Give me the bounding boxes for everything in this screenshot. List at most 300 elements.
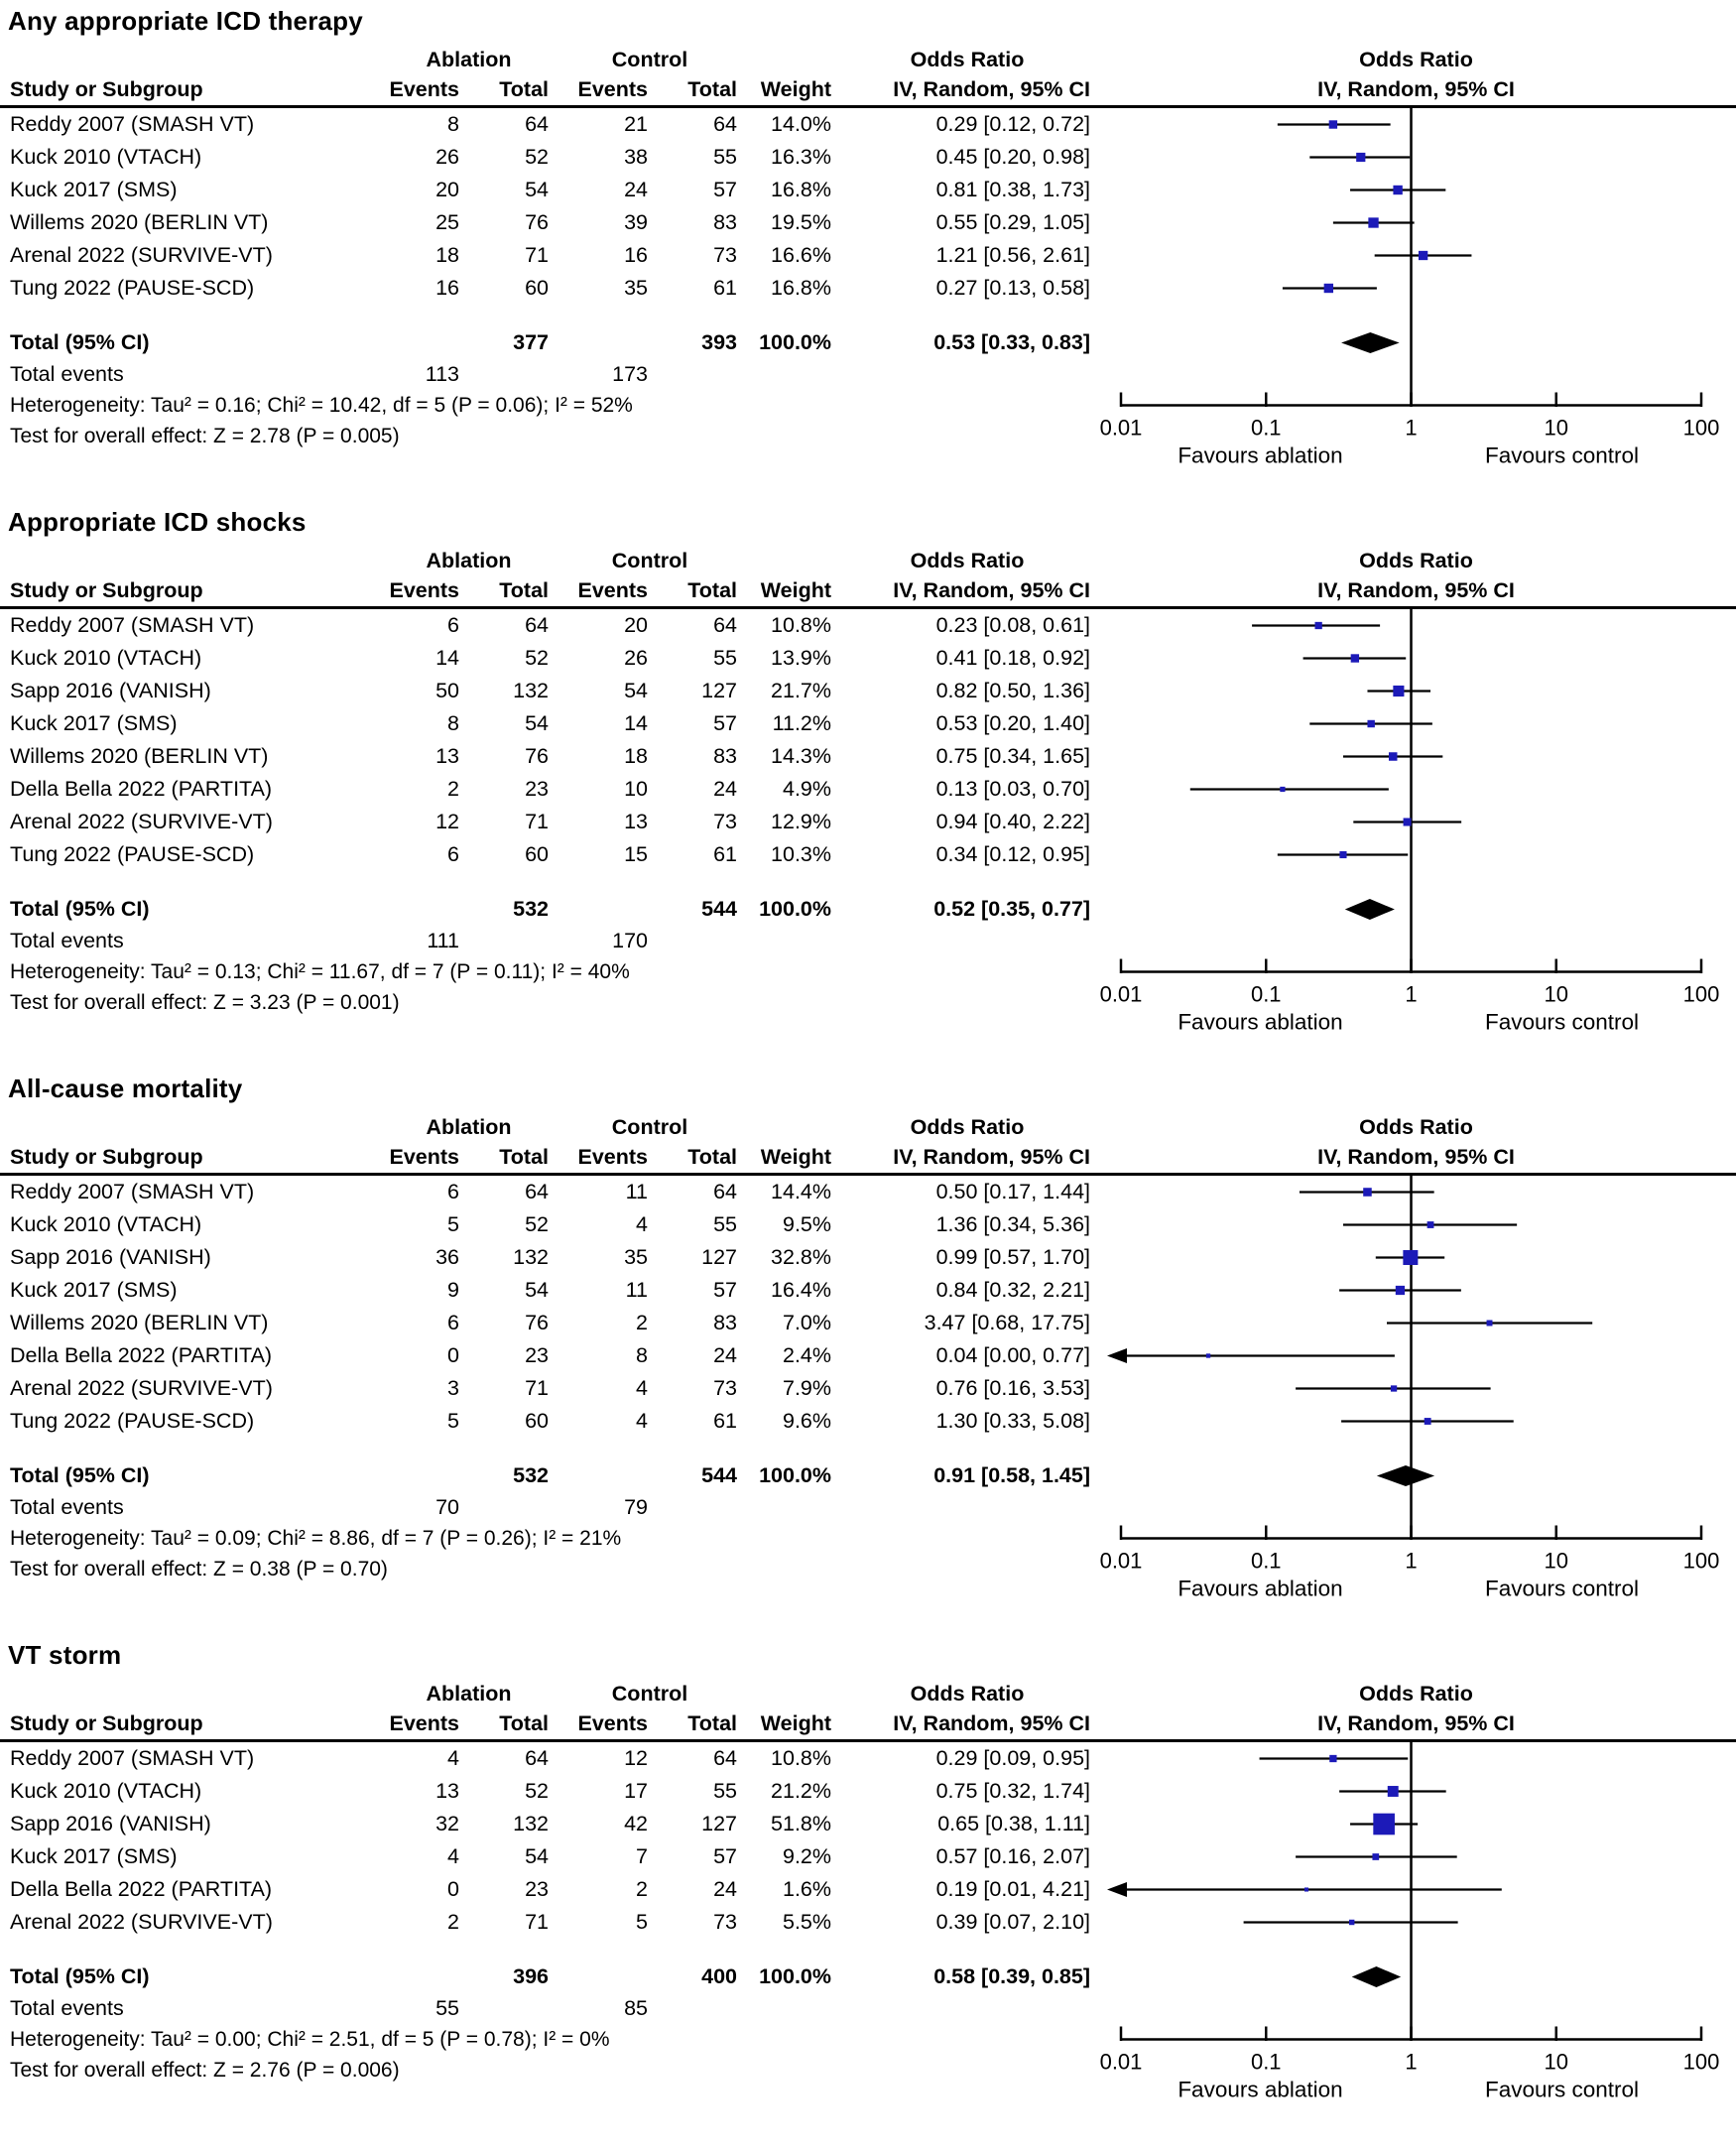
control-total: 57 — [713, 178, 737, 201]
ablation-events: 3 — [447, 1376, 459, 1400]
study-row — [0, 272, 1736, 305]
control-total: 24 — [713, 1877, 737, 1901]
axis-tick-label: 100 — [1682, 2049, 1720, 2075]
or-ci-text: 1.30 [0.33, 5.08] — [935, 1409, 1090, 1433]
study-row — [0, 707, 1736, 740]
total-label: Total (95% CI) — [10, 330, 150, 354]
total-events-control: 170 — [612, 929, 648, 952]
ablation-events: 5 — [447, 1409, 459, 1433]
overall-effect-row — [0, 1554, 1736, 1584]
weight-value: 12.9% — [771, 810, 831, 833]
study-row — [0, 1405, 1736, 1438]
control-total: 24 — [713, 777, 737, 801]
control-events: 15 — [624, 842, 648, 866]
study-name: Kuck 2017 (SMS) — [10, 711, 178, 735]
total-events-ablation: 113 — [425, 362, 459, 386]
study-name: Arenal 2022 (SURVIVE-VT) — [10, 1910, 273, 1934]
control-events: 7 — [636, 1844, 648, 1868]
study-row — [0, 675, 1736, 707]
col-header-or-ci: IV, Random, 95% CI — [893, 77, 1090, 101]
study-row — [0, 141, 1736, 174]
study-row — [0, 838, 1736, 871]
ablation-total: 132 — [513, 1812, 549, 1835]
gap-row — [0, 305, 1736, 326]
panel-body — [0, 45, 1736, 468]
ablation-total: 76 — [525, 1311, 549, 1334]
control-total: 55 — [713, 1212, 737, 1236]
weight-value: 14.3% — [771, 744, 831, 768]
total-events-label: Total events — [10, 1495, 124, 1519]
ablation-total: 76 — [525, 210, 549, 234]
panel-title: Appropriate ICD shocks — [8, 507, 307, 537]
weight-value: 19.5% — [771, 210, 831, 234]
total-events-row — [0, 359, 1736, 390]
study-name: Tung 2022 (PAUSE-SCD) — [10, 842, 255, 866]
col-header-study: Study or Subgroup — [10, 77, 203, 101]
total-weight: 100.0% — [759, 897, 831, 921]
col-header-ablation-total: Total — [499, 578, 549, 602]
heterogeneity-row — [0, 956, 1736, 987]
study-name: Willems 2020 (BERLIN VT) — [10, 210, 269, 234]
study-name: Della Bella 2022 (PARTITA) — [10, 1877, 273, 1901]
panel-title: Any appropriate ICD therapy — [8, 6, 363, 36]
total-events-label: Total events — [10, 929, 124, 952]
or-ci-text: 0.19 [0.01, 4.21] — [935, 1877, 1090, 1901]
study-row — [0, 609, 1736, 642]
study-name: Willems 2020 (BERLIN VT) — [10, 1311, 269, 1334]
study-name: Arenal 2022 (SURVIVE-VT) — [10, 1376, 273, 1400]
heterogeneity-text: Heterogeneity: Tau² = 0.16; Chi² = 10.42, df = 5 (P = 0.06); I² = 52% — [10, 393, 633, 417]
control-events: 4 — [636, 1212, 648, 1236]
total-events-label: Total events — [10, 362, 124, 386]
total-or-ci-text: 0.52 [0.35, 0.77] — [933, 897, 1090, 921]
total-label: Total (95% CI) — [10, 1463, 150, 1487]
control-total: 57 — [713, 711, 737, 735]
col-header-ablation-events: Events — [389, 77, 459, 101]
col-header-control-events: Events — [577, 578, 648, 602]
study-name: Reddy 2007 (SMASH VT) — [10, 112, 255, 136]
or-ci-text: 0.81 [0.38, 1.73] — [935, 178, 1090, 201]
ablation-events: 12 — [435, 810, 459, 833]
axis-tick-label: 10 — [1544, 415, 1568, 441]
col-header-study: Study or Subgroup — [10, 1711, 203, 1735]
study-row — [0, 1906, 1736, 1939]
control-total-sum: 544 — [701, 897, 737, 921]
total-events-label: Total events — [10, 1996, 124, 2020]
study-name: Della Bella 2022 (PARTITA) — [10, 1343, 273, 1367]
axis-tick-label: 10 — [1544, 1548, 1568, 1574]
control-total: 127 — [701, 1812, 737, 1835]
overall-effect-text: Test for overall effect: Z = 3.23 (P = 0.001) — [10, 990, 400, 1014]
weight-value: 9.6% — [782, 1409, 831, 1433]
study-row — [0, 773, 1736, 806]
control-total: 83 — [713, 210, 737, 234]
or-ci-text: 0.13 [0.03, 0.70] — [935, 777, 1090, 801]
ablation-total: 52 — [525, 1779, 549, 1803]
plot-odds-ratio-header: Odds Ratio — [1359, 548, 1473, 572]
plot-odds-ratio-header: Odds Ratio — [1359, 47, 1473, 71]
control-total: 61 — [713, 276, 737, 300]
axis-tick-label: 0.01 — [1099, 2049, 1143, 2075]
study-name: Sapp 2016 (VANISH) — [10, 1245, 211, 1269]
control-total: 73 — [713, 243, 737, 267]
ablation-events: 4 — [447, 1746, 459, 1770]
axis-tick-label: 100 — [1682, 981, 1720, 1007]
weight-value: 14.0% — [771, 112, 831, 136]
control-total: 61 — [713, 842, 737, 866]
control-events: 13 — [624, 810, 648, 833]
total-events-ablation: 70 — [435, 1495, 459, 1519]
study-row — [0, 1775, 1736, 1808]
forest-panel — [0, 1640, 1736, 2102]
study-row — [0, 1241, 1736, 1274]
ablation-total: 54 — [525, 1278, 549, 1302]
weight-value: 10.3% — [771, 842, 831, 866]
control-events: 35 — [624, 1245, 648, 1269]
study-row — [0, 642, 1736, 675]
or-ci-text: 0.82 [0.50, 1.36] — [935, 679, 1090, 702]
ablation-total: 71 — [525, 1910, 549, 1934]
or-ci-text: 0.53 [0.20, 1.40] — [935, 711, 1090, 735]
panel-title: VT storm — [8, 1640, 122, 1670]
col-header-control-total: Total — [687, 1145, 737, 1169]
control-total: 24 — [713, 1343, 737, 1367]
control-total: 64 — [713, 1180, 737, 1203]
study-name: Sapp 2016 (VANISH) — [10, 679, 211, 702]
control-total: 83 — [713, 744, 737, 768]
study-row — [0, 206, 1736, 239]
control-events: 2 — [636, 1877, 648, 1901]
control-total: 73 — [713, 810, 737, 833]
axis-tick-label: 10 — [1544, 981, 1568, 1007]
col-header-control-events: Events — [577, 77, 648, 101]
favours-ablation-label: Favours ablation — [1178, 2077, 1343, 2102]
forest-panel — [0, 507, 1736, 1035]
control-events: 8 — [636, 1343, 648, 1367]
favours-ablation-label: Favours ablation — [1178, 443, 1343, 468]
weight-value: 4.9% — [782, 777, 831, 801]
control-events: 11 — [625, 1278, 648, 1302]
or-ci-text: 0.29 [0.09, 0.95] — [935, 1746, 1090, 1770]
control-events: 39 — [624, 210, 648, 234]
col-header-ablation-events: Events — [389, 1711, 459, 1735]
axis-tick-label: 0.01 — [1099, 415, 1143, 441]
study-row — [0, 740, 1736, 773]
study-row — [0, 1307, 1736, 1339]
or-ci-text: 3.47 [0.68, 17.75] — [924, 1311, 1090, 1334]
weight-value: 32.8% — [771, 1245, 831, 1269]
ablation-total: 23 — [525, 777, 549, 801]
plot-odds-ratio-header: Odds Ratio — [1359, 1681, 1473, 1706]
or-ci-text: 0.04 [0.00, 0.77] — [935, 1343, 1090, 1367]
weight-value: 11.2% — [772, 711, 831, 735]
or-ci-text: 0.76 [0.16, 3.53] — [935, 1376, 1090, 1400]
col-header-ablation-events: Events — [389, 578, 459, 602]
control-total: 64 — [713, 613, 737, 637]
control-events: 14 — [624, 711, 648, 735]
total-or-ci-text: 0.53 [0.33, 0.83] — [933, 330, 1090, 354]
control-events: 10 — [624, 777, 648, 801]
ablation-total: 52 — [525, 646, 549, 670]
weight-value: 21.7% — [771, 679, 831, 702]
weight-value: 10.8% — [771, 613, 831, 637]
control-events: 24 — [624, 178, 648, 201]
control-total: 73 — [713, 1376, 737, 1400]
control-total-sum: 393 — [701, 330, 737, 354]
ablation-events: 16 — [435, 276, 459, 300]
column-group-header-row — [0, 1679, 1736, 1708]
study-name: Kuck 2017 (SMS) — [10, 1278, 178, 1302]
group-header-control: Control — [611, 548, 688, 572]
ablation-events: 8 — [447, 711, 459, 735]
ablation-events: 6 — [447, 613, 459, 637]
study-name: Tung 2022 (PAUSE-SCD) — [10, 276, 255, 300]
axis-tick-label: 0.1 — [1250, 2049, 1282, 2075]
control-events: 16 — [624, 243, 648, 267]
col-header-or-ci: IV, Random, 95% CI — [893, 1145, 1090, 1169]
total-events-row — [0, 926, 1736, 956]
col-header-weight: Weight — [760, 1145, 831, 1169]
ablation-events: 9 — [447, 1278, 459, 1302]
control-total: 55 — [713, 646, 737, 670]
axis-tick-label: 1 — [1405, 981, 1418, 1007]
ablation-events: 0 — [447, 1343, 459, 1367]
study-row — [0, 1840, 1736, 1873]
ablation-total: 60 — [525, 1409, 549, 1433]
ablation-total: 132 — [513, 679, 549, 702]
ablation-total: 64 — [525, 1180, 549, 1203]
control-total: 64 — [713, 112, 737, 136]
heterogeneity-row — [0, 390, 1736, 421]
column-header-row — [0, 1708, 1736, 1742]
study-name: Arenal 2022 (SURVIVE-VT) — [10, 810, 273, 833]
or-ci-text: 0.39 [0.07, 2.10] — [935, 1910, 1090, 1934]
or-ci-text: 0.65 [0.38, 1.11] — [937, 1812, 1090, 1835]
col-header-or-ci: IV, Random, 95% CI — [893, 1711, 1090, 1735]
study-name: Reddy 2007 (SMASH VT) — [10, 613, 255, 637]
axis-tick-label: 0.01 — [1099, 981, 1143, 1007]
group-header-ablation: Ablation — [426, 1114, 512, 1139]
group-header-ablation: Ablation — [426, 1681, 512, 1706]
weight-value: 16.8% — [771, 178, 831, 201]
study-row — [0, 1742, 1736, 1775]
odds-ratio-header: Odds Ratio — [910, 1681, 1025, 1706]
axis-tick-label: 0.01 — [1099, 1548, 1143, 1574]
heterogeneity-text: Heterogeneity: Tau² = 0.09; Chi² = 8.86, df = 7 (P = 0.26); I² = 21% — [10, 1526, 622, 1550]
total-events-control: 79 — [624, 1495, 648, 1519]
axis-tick-label: 0.1 — [1250, 981, 1282, 1007]
plot-odds-ratio-header: Odds Ratio — [1359, 1114, 1473, 1139]
weight-value: 13.9% — [771, 646, 831, 670]
total-weight: 100.0% — [759, 1964, 831, 1988]
total-events-row — [0, 1492, 1736, 1523]
odds-ratio-header: Odds Ratio — [910, 1114, 1025, 1139]
overall-effect-text: Test for overall effect: Z = 0.38 (P = 0.70) — [10, 1557, 388, 1581]
axis-tick-label: 1 — [1405, 415, 1418, 441]
overall-effect-row — [0, 2055, 1736, 2086]
ablation-events: 6 — [447, 842, 459, 866]
ablation-events: 0 — [447, 1877, 459, 1901]
total-row — [0, 1459, 1736, 1492]
weight-value: 16.3% — [771, 145, 831, 169]
total-events-ablation: 55 — [435, 1996, 459, 2020]
weight-value: 16.6% — [771, 243, 831, 267]
overall-effect-row — [0, 421, 1736, 451]
study-name: Kuck 2017 (SMS) — [10, 178, 178, 201]
study-name: Reddy 2007 (SMASH VT) — [10, 1180, 255, 1203]
or-ci-text: 0.50 [0.17, 1.44] — [935, 1180, 1090, 1203]
heterogeneity-row — [0, 2024, 1736, 2055]
total-weight: 100.0% — [759, 1463, 831, 1487]
control-events: 4 — [636, 1376, 648, 1400]
ablation-events: 2 — [447, 777, 459, 801]
ablation-events: 13 — [435, 1779, 459, 1803]
group-header-ablation: Ablation — [426, 548, 512, 572]
ablation-events: 14 — [435, 646, 459, 670]
group-header-control: Control — [611, 47, 688, 71]
control-events: 12 — [624, 1746, 648, 1770]
ablation-total: 60 — [525, 842, 549, 866]
control-events: 20 — [624, 613, 648, 637]
ablation-total-sum: 377 — [513, 330, 549, 354]
col-header-control-events: Events — [577, 1711, 648, 1735]
col-header-plot-or-ci: IV, Random, 95% CI — [1317, 1145, 1515, 1169]
weight-value: 16.8% — [771, 276, 831, 300]
axis-tick-label: 0.1 — [1250, 415, 1282, 441]
total-events-ablation: 111 — [427, 929, 459, 952]
ablation-events: 36 — [435, 1245, 459, 1269]
or-ci-text: 0.34 [0.12, 0.95] — [935, 842, 1090, 866]
ablation-total: 23 — [525, 1343, 549, 1367]
gap-row — [0, 1438, 1736, 1459]
weight-value: 7.9% — [782, 1376, 831, 1400]
control-events: 21 — [624, 112, 648, 136]
weight-value: 51.8% — [771, 1812, 831, 1835]
col-header-study: Study or Subgroup — [10, 578, 203, 602]
control-events: 38 — [624, 145, 648, 169]
gap-row — [0, 1939, 1736, 1960]
forest-panel — [0, 1074, 1736, 1601]
panel-title: All-cause mortality — [8, 1074, 243, 1103]
col-header-or-ci: IV, Random, 95% CI — [893, 578, 1090, 602]
control-events: 4 — [636, 1409, 648, 1433]
favours-control-label: Favours control — [1484, 1576, 1640, 1601]
ablation-events: 2 — [447, 1910, 459, 1934]
total-or-ci-text: 0.58 [0.39, 0.85] — [933, 1964, 1090, 1988]
weight-value: 9.5% — [782, 1212, 831, 1236]
col-header-ablation-total: Total — [499, 1145, 549, 1169]
control-events: 5 — [636, 1910, 648, 1934]
study-name: Willems 2020 (BERLIN VT) — [10, 744, 269, 768]
control-events: 17 — [624, 1779, 648, 1803]
ablation-events: 18 — [435, 243, 459, 267]
control-total: 61 — [713, 1409, 737, 1433]
axis-tick-label: 1 — [1405, 2049, 1418, 2075]
column-header-row — [0, 575, 1736, 609]
axis-tick-label: 0.1 — [1250, 1548, 1282, 1574]
study-row — [0, 239, 1736, 272]
total-events-control: 173 — [612, 362, 648, 386]
or-ci-text: 0.41 [0.18, 0.92] — [935, 646, 1090, 670]
study-name: Kuck 2010 (VTACH) — [10, 1212, 202, 1236]
total-events-control: 85 — [624, 1996, 648, 2020]
panel-body — [0, 546, 1736, 1035]
ablation-total: 23 — [525, 1877, 549, 1901]
control-events: 54 — [624, 679, 648, 702]
group-header-control: Control — [611, 1114, 688, 1139]
ablation-events: 8 — [447, 112, 459, 136]
ablation-events: 50 — [435, 679, 459, 702]
or-ci-text: 0.55 [0.29, 1.05] — [935, 210, 1090, 234]
or-ci-text: 1.21 [0.56, 2.61] — [935, 243, 1090, 267]
control-total-sum: 544 — [701, 1463, 737, 1487]
weight-value: 10.8% — [771, 1746, 831, 1770]
study-name: Kuck 2017 (SMS) — [10, 1844, 178, 1868]
study-name: Kuck 2010 (VTACH) — [10, 646, 202, 670]
control-total: 127 — [701, 679, 737, 702]
col-header-ablation-total: Total — [499, 1711, 549, 1735]
odds-ratio-header: Odds Ratio — [910, 47, 1025, 71]
col-header-control-total: Total — [687, 578, 737, 602]
ablation-total: 52 — [525, 1212, 549, 1236]
col-header-ablation-total: Total — [499, 77, 549, 101]
or-ci-text: 0.75 [0.32, 1.74] — [935, 1779, 1090, 1803]
column-group-header-row — [0, 45, 1736, 74]
control-total: 127 — [701, 1245, 737, 1269]
total-events-row — [0, 1993, 1736, 2024]
ablation-total: 71 — [525, 1376, 549, 1400]
ablation-total: 71 — [525, 243, 549, 267]
study-row — [0, 1372, 1736, 1405]
study-row — [0, 1274, 1736, 1307]
overall-effect-row — [0, 987, 1736, 1018]
study-name: Sapp 2016 (VANISH) — [10, 1812, 211, 1835]
axis-tick-label: 1 — [1405, 1548, 1418, 1574]
or-ci-text: 0.23 [0.08, 0.61] — [935, 613, 1090, 637]
or-ci-text: 0.84 [0.32, 2.21] — [935, 1278, 1090, 1302]
weight-value: 5.5% — [782, 1910, 831, 1934]
ablation-total: 54 — [525, 178, 549, 201]
panel-body — [0, 1679, 1736, 2102]
study-name: Reddy 2007 (SMASH VT) — [10, 1746, 255, 1770]
study-row — [0, 174, 1736, 206]
column-header-row — [0, 74, 1736, 108]
heterogeneity-text: Heterogeneity: Tau² = 0.00; Chi² = 2.51, df = 5 (P = 0.78); I² = 0% — [10, 2027, 610, 2051]
heterogeneity-text: Heterogeneity: Tau² = 0.13; Chi² = 11.67, df = 7 (P = 0.11); I² = 40% — [10, 959, 630, 983]
col-header-control-total: Total — [687, 77, 737, 101]
study-name: Della Bella 2022 (PARTITA) — [10, 777, 273, 801]
study-name: Kuck 2010 (VTACH) — [10, 145, 202, 169]
column-header-row — [0, 1142, 1736, 1176]
favours-control-label: Favours control — [1484, 443, 1640, 468]
favours-control-label: Favours control — [1484, 2077, 1640, 2102]
control-total-sum: 400 — [701, 1964, 737, 1988]
control-events: 26 — [624, 646, 648, 670]
column-group-header-row — [0, 546, 1736, 575]
ablation-total-sum: 532 — [513, 1463, 549, 1487]
control-events: 2 — [636, 1311, 648, 1334]
or-ci-text: 0.99 [0.57, 1.70] — [935, 1245, 1090, 1269]
weight-value: 14.4% — [771, 1180, 831, 1203]
ablation-events: 13 — [435, 744, 459, 768]
weight-value: 1.6% — [782, 1877, 831, 1901]
col-header-control-events: Events — [577, 1145, 648, 1169]
ablation-events: 25 — [435, 210, 459, 234]
ablation-total: 64 — [525, 112, 549, 136]
ablation-events: 20 — [435, 178, 459, 201]
ablation-total: 71 — [525, 810, 549, 833]
col-header-weight: Weight — [760, 1711, 831, 1735]
